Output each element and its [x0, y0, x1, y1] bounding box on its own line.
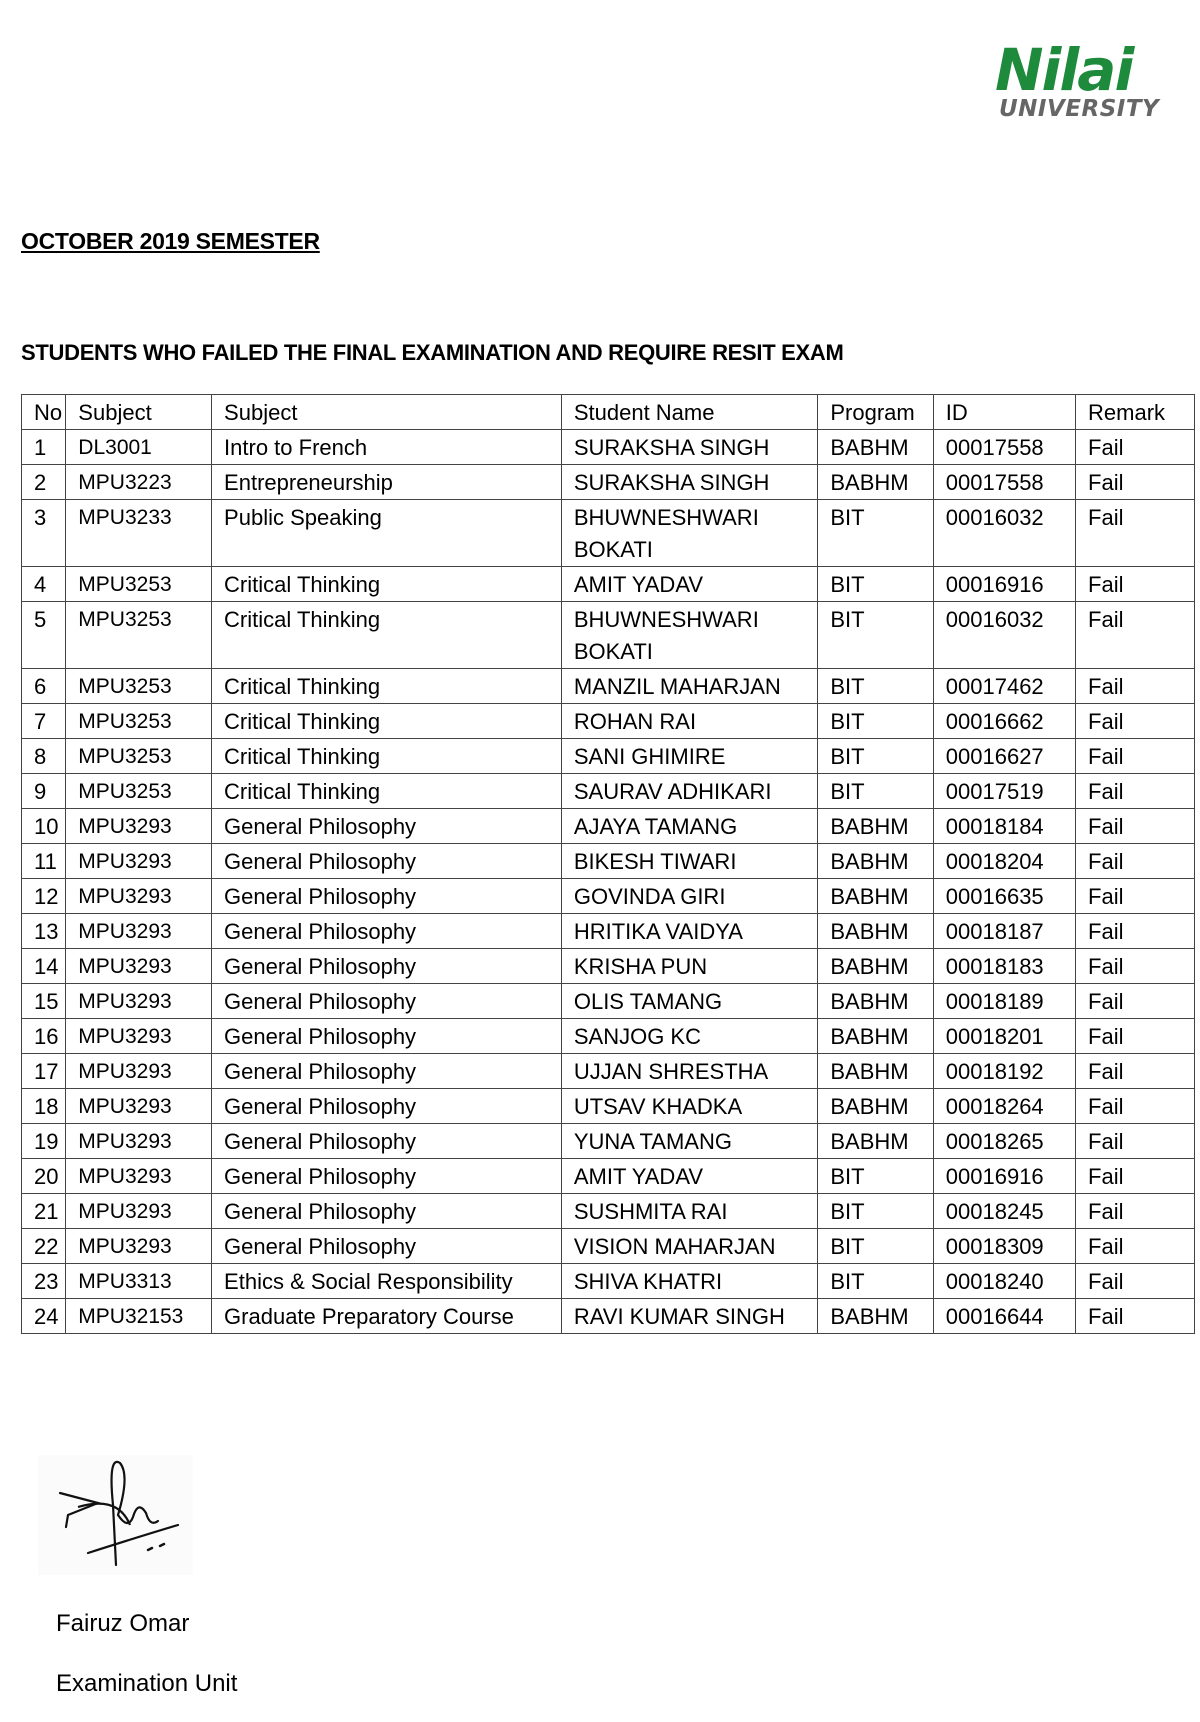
subject-name-cell: General Philosophy — [212, 1019, 562, 1054]
student-name-cell: BIKESH TIWARI — [561, 844, 818, 879]
student-id-cell: 00018309 — [933, 1229, 1075, 1264]
program-cell: BABHM — [818, 844, 933, 879]
header-subject-name: Subject — [212, 395, 562, 430]
remark-cell: Fail — [1076, 567, 1195, 602]
row-number-cell: 11 — [22, 844, 66, 879]
subject-code-cell: MPU3293 — [66, 984, 212, 1019]
student-id-cell: 00016032 — [933, 500, 1075, 567]
table-row — [22, 774, 1195, 809]
row-number-cell: 22 — [22, 1229, 66, 1264]
student-name-cell: AMIT YADAV — [561, 1159, 818, 1194]
program-cell: BABHM — [818, 1019, 933, 1054]
table-row — [22, 879, 1195, 914]
subject-name-cell: General Philosophy — [212, 844, 562, 879]
subject-code-cell: MPU3293 — [66, 809, 212, 844]
signature-scribble-icon — [38, 1455, 193, 1575]
student-id-cell: 00016627 — [933, 739, 1075, 774]
subject-code-cell: MPU3313 — [66, 1264, 212, 1299]
student-id-cell: 00018192 — [933, 1054, 1075, 1089]
table-row — [22, 1299, 1195, 1334]
row-number-cell: 15 — [22, 984, 66, 1019]
subject-code-cell: MPU3223 — [66, 465, 212, 500]
student-id-cell: 00016662 — [933, 704, 1075, 739]
row-number-cell: 16 — [22, 1019, 66, 1054]
student-id-cell: 00018189 — [933, 984, 1075, 1019]
row-number-cell: 19 — [22, 1124, 66, 1159]
signer-name: Fairuz Omar — [56, 1610, 190, 1637]
table-row — [22, 500, 1195, 567]
table-row — [22, 430, 1195, 465]
program-cell: BIT — [818, 739, 933, 774]
student-id-cell: 00018183 — [933, 949, 1075, 984]
subject-name-cell: General Philosophy — [212, 984, 562, 1019]
remark-cell: Fail — [1076, 1054, 1195, 1089]
subject-name-cell: General Philosophy — [212, 1089, 562, 1124]
subject-code-cell: MPU3253 — [66, 602, 212, 669]
remark-cell: Fail — [1076, 704, 1195, 739]
program-cell: BIT — [818, 774, 933, 809]
table-row — [22, 465, 1195, 500]
signer-unit: Examination Unit — [56, 1670, 238, 1697]
row-number-cell: 17 — [22, 1054, 66, 1089]
row-number-cell: 18 — [22, 1089, 66, 1124]
remark-cell: Fail — [1076, 774, 1195, 809]
subject-code-cell: DL3001 — [66, 430, 212, 465]
logo-subtitle: UNIVERSITY — [999, 96, 1160, 122]
table-row — [22, 949, 1195, 984]
subject-name-cell: General Philosophy — [212, 949, 562, 984]
subject-name-cell: Graduate Preparatory Course — [212, 1299, 562, 1334]
student-name-cell: SUSHMITA RAI — [561, 1194, 818, 1229]
header-id: ID — [933, 395, 1075, 430]
program-cell: BABHM — [818, 879, 933, 914]
subject-name-cell: General Philosophy — [212, 914, 562, 949]
table-row — [22, 567, 1195, 602]
student-id-cell: 00018245 — [933, 1194, 1075, 1229]
remark-cell: Fail — [1076, 1159, 1195, 1194]
subject-code-cell: MPU3293 — [66, 1159, 212, 1194]
student-name-cell: SANJOG KC — [561, 1019, 818, 1054]
student-id-cell: 00017462 — [933, 669, 1075, 704]
student-name-cell: VISION MAHARJAN — [561, 1229, 818, 1264]
subject-name-cell: Critical Thinking — [212, 739, 562, 774]
subject-name-cell: General Philosophy — [212, 809, 562, 844]
program-cell: BIT — [818, 1264, 933, 1299]
subject-code-cell: MPU3293 — [66, 1054, 212, 1089]
table-row — [22, 1089, 1195, 1124]
header-student-name: Student Name — [561, 395, 818, 430]
table-row — [22, 914, 1195, 949]
student-name-cell: RAVI KUMAR SINGH — [561, 1299, 818, 1334]
subject-name-cell: Critical Thinking — [212, 567, 562, 602]
row-number-cell: 20 — [22, 1159, 66, 1194]
subject-code-cell: MPU3293 — [66, 879, 212, 914]
student-name-cell: BHUWNESHWARI BOKATI — [561, 500, 818, 567]
remark-cell: Fail — [1076, 1124, 1195, 1159]
program-cell: BABHM — [818, 984, 933, 1019]
row-number-cell: 12 — [22, 879, 66, 914]
table-row — [22, 602, 1195, 669]
header-subject-code: Subject — [66, 395, 212, 430]
row-number-cell: 14 — [22, 949, 66, 984]
student-name-cell: MANZIL MAHARJAN — [561, 669, 818, 704]
remark-cell: Fail — [1076, 844, 1195, 879]
subject-name-cell: Critical Thinking — [212, 774, 562, 809]
nilai-university-logo — [995, 36, 1170, 130]
remark-cell: Fail — [1076, 1264, 1195, 1299]
remark-cell: Fail — [1076, 430, 1195, 465]
subject-name-cell: Public Speaking — [212, 500, 562, 567]
student-name-cell: YUNA TAMANG — [561, 1124, 818, 1159]
student-id-cell: 00018265 — [933, 1124, 1075, 1159]
row-number-cell: 5 — [22, 602, 66, 669]
subject-code-cell: MPU3253 — [66, 669, 212, 704]
table-header-row — [22, 395, 1195, 430]
program-cell: BIT — [818, 567, 933, 602]
row-number-cell: 8 — [22, 739, 66, 774]
row-number-cell: 13 — [22, 914, 66, 949]
program-cell: BABHM — [818, 809, 933, 844]
subject-code-cell: MPU3293 — [66, 1124, 212, 1159]
program-cell: BABHM — [818, 1299, 933, 1334]
row-number-cell: 21 — [22, 1194, 66, 1229]
program-cell: BIT — [818, 1159, 933, 1194]
subject-code-cell: MPU3253 — [66, 739, 212, 774]
subject-name-cell: General Philosophy — [212, 1159, 562, 1194]
program-cell: BABHM — [818, 1124, 933, 1159]
table-row — [22, 844, 1195, 879]
program-cell: BIT — [818, 1229, 933, 1264]
table-row — [22, 809, 1195, 844]
row-number-cell: 7 — [22, 704, 66, 739]
program-cell: BABHM — [818, 1054, 933, 1089]
program-cell: BIT — [818, 500, 933, 567]
student-id-cell: 00018201 — [933, 1019, 1075, 1054]
table-row — [22, 1054, 1195, 1089]
student-name-cell: BHUWNESHWARI BOKATI — [561, 602, 818, 669]
program-cell: BABHM — [818, 430, 933, 465]
remark-cell: Fail — [1076, 809, 1195, 844]
student-id-cell: 00016644 — [933, 1299, 1075, 1334]
subject-code-cell: MPU3293 — [66, 914, 212, 949]
remark-cell: Fail — [1076, 1019, 1195, 1054]
subject-name-cell: General Philosophy — [212, 879, 562, 914]
student-name-cell: SURAKSHA SINGH — [561, 465, 818, 500]
subject-code-cell: MPU3253 — [66, 774, 212, 809]
student-id-cell: 00018187 — [933, 914, 1075, 949]
remark-cell: Fail — [1076, 949, 1195, 984]
remark-cell: Fail — [1076, 602, 1195, 669]
subject-code-cell: MPU3293 — [66, 1229, 212, 1264]
subject-code-cell: MPU32153 — [66, 1299, 212, 1334]
program-cell: BABHM — [818, 465, 933, 500]
row-number-cell: 6 — [22, 669, 66, 704]
subject-name-cell: General Philosophy — [212, 1054, 562, 1089]
table-row — [22, 1159, 1195, 1194]
subject-code-cell: MPU3253 — [66, 704, 212, 739]
row-number-cell: 3 — [22, 500, 66, 567]
row-number-cell: 9 — [22, 774, 66, 809]
table-body — [22, 430, 1195, 1334]
remark-cell: Fail — [1076, 669, 1195, 704]
student-id-cell: 00016032 — [933, 602, 1075, 669]
student-id-cell: 00017519 — [933, 774, 1075, 809]
row-number-cell: 4 — [22, 567, 66, 602]
subject-code-cell: MPU3293 — [66, 1194, 212, 1229]
program-cell: BIT — [818, 1194, 933, 1229]
student-name-cell: UJJAN SHRESTHA — [561, 1054, 818, 1089]
signature-image — [38, 1455, 193, 1575]
subject-name-cell: Critical Thinking — [212, 602, 562, 669]
student-id-cell: 00017558 — [933, 465, 1075, 500]
student-name-cell: SURAKSHA SINGH — [561, 430, 818, 465]
student-id-cell: 00018240 — [933, 1264, 1075, 1299]
student-id-cell: 00016916 — [933, 1159, 1075, 1194]
logo-wordmark: Nilai — [995, 36, 1133, 104]
remark-cell: Fail — [1076, 739, 1195, 774]
subject-name-cell: General Philosophy — [212, 1194, 562, 1229]
section-heading: STUDENTS WHO FAILED THE FINAL EXAMINATION AND REQUIRE RESIT EXAM — [21, 340, 844, 365]
student-name-cell: KRISHA PUN — [561, 949, 818, 984]
resit-students-table — [21, 394, 1195, 1334]
subject-name-cell: Ethics & Social Responsibility — [212, 1264, 562, 1299]
student-name-cell: AJAYA TAMANG — [561, 809, 818, 844]
subject-name-cell: Critical Thinking — [212, 669, 562, 704]
student-name-cell: UTSAV KHADKA — [561, 1089, 818, 1124]
student-id-cell: 00016916 — [933, 567, 1075, 602]
remark-cell: Fail — [1076, 984, 1195, 1019]
table-row — [22, 1019, 1195, 1054]
remark-cell: Fail — [1076, 1089, 1195, 1124]
header-no: No — [22, 395, 66, 430]
student-name-cell: SAURAV ADHIKARI — [561, 774, 818, 809]
row-number-cell: 2 — [22, 465, 66, 500]
remark-cell: Fail — [1076, 1299, 1195, 1334]
subject-name-cell: Entrepreneurship — [212, 465, 562, 500]
subject-code-cell: MPU3293 — [66, 1089, 212, 1124]
program-cell: BIT — [818, 669, 933, 704]
program-cell: BIT — [818, 704, 933, 739]
table-row — [22, 1264, 1195, 1299]
row-number-cell: 10 — [22, 809, 66, 844]
student-name-cell: AMIT YADAV — [561, 567, 818, 602]
row-number-cell: 1 — [22, 430, 66, 465]
subject-code-cell: MPU3293 — [66, 1019, 212, 1054]
row-number-cell: 23 — [22, 1264, 66, 1299]
subject-code-cell: MPU3253 — [66, 567, 212, 602]
student-id-cell: 00018264 — [933, 1089, 1075, 1124]
student-name-cell: SHIVA KHATRI — [561, 1264, 818, 1299]
table-row — [22, 1194, 1195, 1229]
student-id-cell: 00016635 — [933, 879, 1075, 914]
semester-title: OCTOBER 2019 SEMESTER — [21, 228, 320, 254]
student-name-cell: ROHAN RAI — [561, 704, 818, 739]
remark-cell: Fail — [1076, 879, 1195, 914]
student-name-cell: HRITIKA VAIDYA — [561, 914, 818, 949]
subject-name-cell: Critical Thinking — [212, 704, 562, 739]
table-row — [22, 1229, 1195, 1264]
subject-name-cell: General Philosophy — [212, 1229, 562, 1264]
remark-cell: Fail — [1076, 465, 1195, 500]
student-id-cell: 00017558 — [933, 430, 1075, 465]
subject-name-cell: General Philosophy — [212, 1124, 562, 1159]
header-remark: Remark — [1076, 395, 1195, 430]
remark-cell: Fail — [1076, 500, 1195, 567]
student-id-cell: 00018204 — [933, 844, 1075, 879]
header-program: Program — [818, 395, 933, 430]
table-row — [22, 984, 1195, 1019]
student-name-cell: GOVINDA GIRI — [561, 879, 818, 914]
program-cell: BIT — [818, 602, 933, 669]
student-name-cell: OLIS TAMANG — [561, 984, 818, 1019]
subject-code-cell: MPU3293 — [66, 949, 212, 984]
remark-cell: Fail — [1076, 1229, 1195, 1264]
table-row — [22, 669, 1195, 704]
program-cell: BABHM — [818, 1089, 933, 1124]
row-number-cell: 24 — [22, 1299, 66, 1334]
table-row — [22, 704, 1195, 739]
table-row — [22, 1124, 1195, 1159]
table-row — [22, 739, 1195, 774]
remark-cell: Fail — [1076, 914, 1195, 949]
student-id-cell: 00018184 — [933, 809, 1075, 844]
student-name-cell: SANI GHIMIRE — [561, 739, 818, 774]
subject-code-cell: MPU3293 — [66, 844, 212, 879]
program-cell: BABHM — [818, 949, 933, 984]
subject-code-cell: MPU3233 — [66, 500, 212, 567]
program-cell: BABHM — [818, 914, 933, 949]
remark-cell: Fail — [1076, 1194, 1195, 1229]
subject-name-cell: Intro to French — [212, 430, 562, 465]
